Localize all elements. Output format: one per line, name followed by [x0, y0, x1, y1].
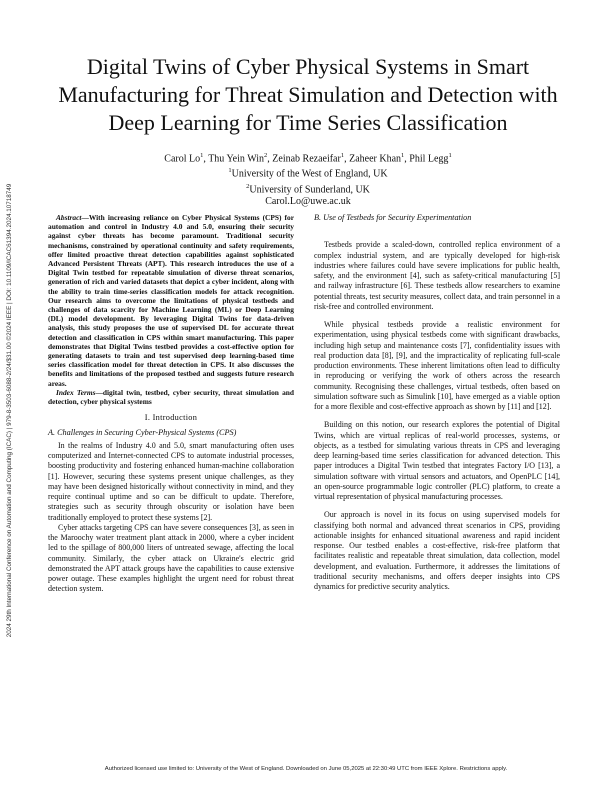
author-sup: 2	[264, 152, 268, 159]
author-list: Carol Lo$^1$, Thu Yein Win$^2$, Zeinab Rezaeifar$^1$, Zaheer Khan$^1$, Phil Legg$^1$	[164, 152, 452, 165]
paragraph: In the realms of Industry 4.0 and 5.0, smart manufacturing often uses computerized and Internet-connected CPS to automate industrial processes, boosting productivity and fostering enhanced human-machine collaboration [1]. However, securing these systems present unique challenges, as they may have been designed historically without connectivity in mind, and they require continual uptime and so can be difficult to update. Therefore, strategies such as security through obscurity or isolation have been traditionally employed to protect these systems [2].	[48, 440, 294, 522]
abstract-label: Abstract—	[56, 213, 89, 222]
affiliation-text: University of the West of England, UK	[231, 168, 388, 180]
index-terms-text: —digital twin, testbed, cyber security, threat simulation and detection, cyber physical systems	[48, 387, 294, 407]
author-name: Zeinab Rezaeifar	[272, 153, 341, 165]
author-sup: 1	[401, 152, 405, 159]
paper-title: Digital Twins of Cyber Physical Systems in Smart Manufacturing for Threat Simulation and Detection with Deep Learning for Time Series Classification	[58, 54, 558, 135]
side-note	[4, 130, 16, 690]
affiliation-text: University of Sunderland, UK	[249, 183, 370, 195]
paragraph: Testbeds provide a scaled-down, controlled replica environment of a complex industrial system, and are typically developed for high-risk industries where failures could have severe implications for public health, safety, and the environment [4], such as safety-critical manufacturing [5] and railway infrastructure [6]. These testbeds allow researchers to examine potential threats, test security measures, collect data, and train personnel in a risk-free and controlled environment.	[314, 240, 560, 311]
affiliation-1	[40, 165, 576, 180]
paragraph: Building on this notion, our research explores the potential of Digital Twins, which are virtual replicas of real-world processes, systems, or objects, as a testbed for simulating various threats in CPS and leveraging deep learning-based time series classification for advanced detection. This paper introduces a Digital Twin testbed that integrates Factory I/O [13], a simulation software with virtual sensors and actuators, and OpenPLC [14], an open-source programmable logic controller (PLC) platform, to create a virtual representation of physical manufacturing processes.	[314, 420, 560, 501]
affiliation-2	[40, 181, 576, 196]
side-note-text: 2024 29th International Conference on Automation and Computing (ICAC) | 979-8-3503-6088-2/24/$31.00 ©2024 IEEE | DOI: 10.1109/ICAC61394.2024.10718749	[6, 183, 14, 637]
index-terms-label: Index Terms	[56, 387, 96, 397]
right-column	[314, 213, 560, 600]
author-sup: 1	[200, 152, 204, 159]
footer-license: Authorized licensed use limited to: University of the West of England. Downloaded on June 05,2025 at 22:30:49 UTC from IEEE Xplore. Restrictions apply.	[104, 766, 508, 772]
author-email: Carol.Lo@uwe.ac.uk	[265, 195, 351, 207]
section-heading: I. Introduction	[144, 413, 198, 423]
affiliation-sup: 1	[228, 167, 232, 175]
paragraph: Cyber attacks targeting CPS can have severe consequences [3], as seen in the Maroochy water treatment plant attack in 2000, where a cyber incident led to the spillage of 800,000 liters of untreated sewage, affecting the local community. Similarly, the cyber attack on Ukraine's electric grid demonstrated the APT attack groups have the capabilities to cause extensive power outage. These examples highlight the urgent need for robust threat detection system.	[48, 522, 294, 594]
abstract-text: With increasing reliance on Cyber Physical Systems (CPS) for automation and control in Industry 4.0 and 5.0, ensuring their security against cyber threats has become paramount. Traditional security mechanisms, constrained by operational continuity and safety requirements, offer limited proactive threat detection capabilities against sophisticated Advanced Persistent Threats (APT). This research introduces the use of a Digital Twin testbed for repeatable simulation of diverse threat scenarios, generation of rich and varied datasets that depict a cyber incident, along with the ability to train time-series classification models for attack recognition. Our research aims to overcome the limitations of physical testbeds and challenges of data scarcity for Machine Learning (ML) or Deep Learning (DL) model development. By leveraging Digital Twins for data-driven analysis, this study proposes the use of supervised DL for accurate threat detection and classification in CPS within smart manufacturing. This paper demonstrates that Digital Twins testbed provides a cost-effective option for generating datasets to train and test supervised deep learning-based time series classification model for threat detection in CPS. It also discusses the benefits and limitations of the proposed testbed and suggests future research areas.	[48, 213, 294, 388]
paragraph: Our approach is novel in its focus on using supervised models for classifying both normal and advanced threat scenarios in CPS, providing actionable insights for enhanced situational awareness and rapid incident response. Our testbed enables a cost-effective, risk-free platform that facilitates realistic and repeatable threat simulation, data collection, model development, and evaluation. Furthermore, it addresses the limitations of traditional security mechanisms, and offers deeper insights into CPS dynamics for predictive security analytics.	[314, 510, 560, 591]
abstract	[48, 213, 294, 388]
index-terms	[48, 388, 294, 406]
author-name: Thu Yein Win	[208, 153, 265, 165]
author-block	[40, 150, 576, 208]
left-column	[48, 213, 294, 595]
author-sup: 1	[340, 152, 345, 159]
author-name: Zaheer Khan	[349, 153, 402, 165]
author-name: Phil Legg	[409, 153, 449, 165]
subsection-heading: A. Challenges in Securing Cyber-Physical Systems (CPS)	[48, 427, 237, 437]
paragraph: While physical testbeds provide a realistic environment for experimentation, using physical testbeds come with significant drawbacks, including high setup and maintenance costs [7], confidentiality issues with real production data [8], [9], and the impracticality of replicating full-scale production environments. These inherent limitations often lead to difficulty in reproducing or verifying the work of others across the research community. Recognising these challenges, virtual testbeds, often based on simulation software such as Simulink [10], have emerged as a viable option for a more flexible and cost-effective approach as shown by [11] and [12].	[314, 320, 560, 411]
author-name: Carol Lo	[164, 153, 201, 165]
author-sup: 1	[448, 152, 452, 159]
affiliation-sup: 2	[246, 182, 250, 190]
subsection-heading: B. Use of Testbeds for Security Experimentation	[314, 213, 472, 222]
